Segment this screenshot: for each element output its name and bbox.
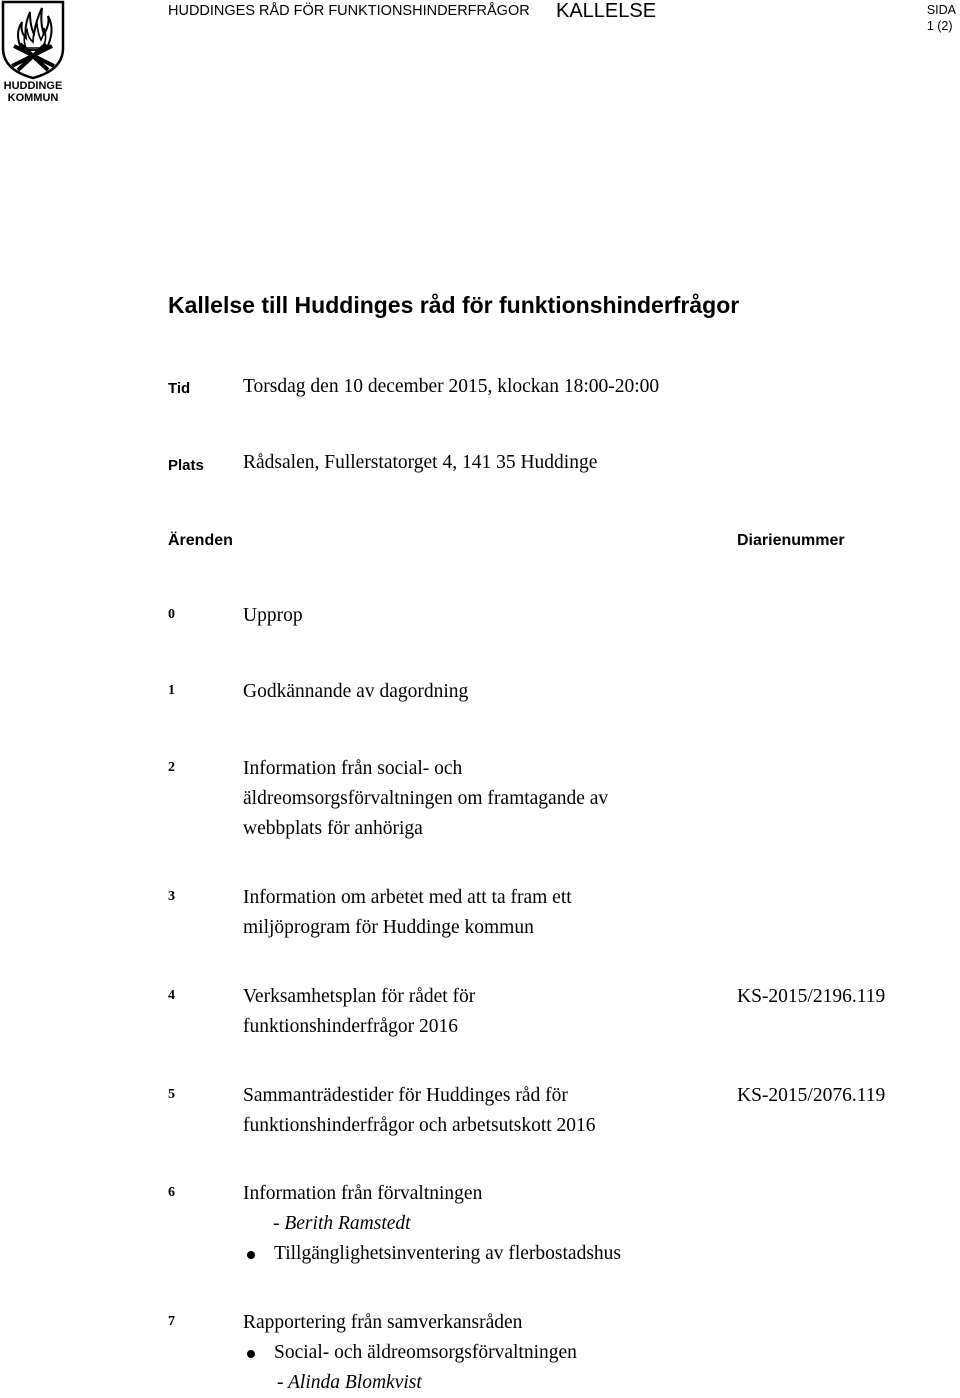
bullet-text: Tillgänglighetsinventering av flerbostadshus bbox=[274, 1243, 621, 1264]
agenda-item-line: Upprop bbox=[243, 605, 303, 626]
coat-of-arms-icon bbox=[0, 0, 66, 80]
agenda-item-number: 1 bbox=[168, 683, 175, 698]
place-label: Plats bbox=[168, 457, 204, 474]
diary-number-heading: Diarienummer bbox=[737, 532, 845, 549]
agenda-item-number: 0 bbox=[168, 607, 175, 622]
logo-wordmark bbox=[0, 80, 66, 104]
logo-text-line2: KOMMUN bbox=[7, 92, 59, 104]
agenda-item-number: 4 bbox=[168, 988, 175, 1003]
agenda-item-line: Information om arbetet med att ta fram ett bbox=[243, 887, 572, 908]
document-title: Kallelse till Huddinges råd för funktionshinderfrågor bbox=[168, 292, 740, 318]
diary-number: KS-2015/2076.119 bbox=[737, 1085, 886, 1106]
agenda-item-line: Sammanträdestider för Huddinges råd för bbox=[243, 1085, 568, 1106]
agenda-item-number: 3 bbox=[168, 889, 175, 904]
agenda-item-line: äldreomsorgsförvaltningen om framtagande av bbox=[243, 788, 609, 809]
place-value: Rådsalen, Fullerstatorget 4, 141 35 Huddinge bbox=[243, 452, 598, 473]
bullet-icon bbox=[247, 1251, 255, 1259]
bullet-item bbox=[243, 1239, 763, 1269]
agenda-item-text bbox=[243, 601, 713, 631]
presenter-name: - Alinda Blomkvist bbox=[277, 1372, 422, 1393]
page-indicator bbox=[927, 2, 956, 34]
agenda-item-text bbox=[243, 883, 713, 943]
presenter-name: - Berith Ramstedt bbox=[273, 1213, 411, 1234]
time-label: Tid bbox=[168, 380, 191, 397]
agenda-item-number: 6 bbox=[168, 1185, 175, 1200]
logo-text-line1: HUDDINGE bbox=[3, 80, 63, 92]
agenda-item-text bbox=[243, 1308, 763, 1398]
agenda-item-line: Information från förvaltningen bbox=[243, 1183, 483, 1204]
organization-name: HUDDINGES RÅD FÖR FUNKTIONSHINDERFRÅGOR bbox=[168, 3, 530, 19]
bullet-item bbox=[243, 1338, 763, 1368]
agenda-item-line: miljöprogram för Huddinge kommun bbox=[243, 917, 534, 938]
agenda-item-number: 7 bbox=[168, 1314, 175, 1329]
agenda-item-line: Information från social- och bbox=[243, 758, 463, 779]
agenda-item-text bbox=[243, 1179, 763, 1269]
agenda-item-line: webbplats för anhöriga bbox=[243, 818, 423, 839]
bullet-text: Social- och äldreomsorgsförvaltningen bbox=[274, 1342, 577, 1363]
agenda-item-number: 2 bbox=[168, 760, 175, 775]
page-label: SIDA bbox=[926, 3, 956, 17]
agenda-item-text bbox=[243, 754, 713, 844]
items-heading: Ärenden bbox=[168, 532, 233, 549]
agenda-item-number: 5 bbox=[168, 1087, 175, 1102]
agenda-item-text bbox=[243, 677, 713, 707]
diary-number: KS-2015/2196.119 bbox=[737, 986, 886, 1007]
municipality-logo bbox=[0, 0, 66, 106]
agenda-item-line: Verksamhetsplan för rådet för bbox=[243, 986, 476, 1007]
agenda-item-text bbox=[243, 1081, 713, 1141]
agenda-item-line: Rapportering från samverkansråden bbox=[243, 1312, 523, 1333]
page-number: 1 (2) bbox=[926, 19, 953, 33]
document-type: KALLELSE bbox=[556, 0, 657, 22]
agenda-item-line: funktionshinderfrågor 2016 bbox=[243, 1016, 458, 1037]
bullet-icon bbox=[247, 1350, 255, 1358]
agenda-item-line: funktionshinderfrågor och arbetsutskott 2016 bbox=[243, 1115, 596, 1136]
agenda-item-text bbox=[243, 982, 713, 1042]
agenda-item-line: Godkännande av dagordning bbox=[243, 681, 469, 702]
time-value: Torsdag den 10 december 2015, klockan 18:00-20:00 bbox=[243, 376, 660, 397]
